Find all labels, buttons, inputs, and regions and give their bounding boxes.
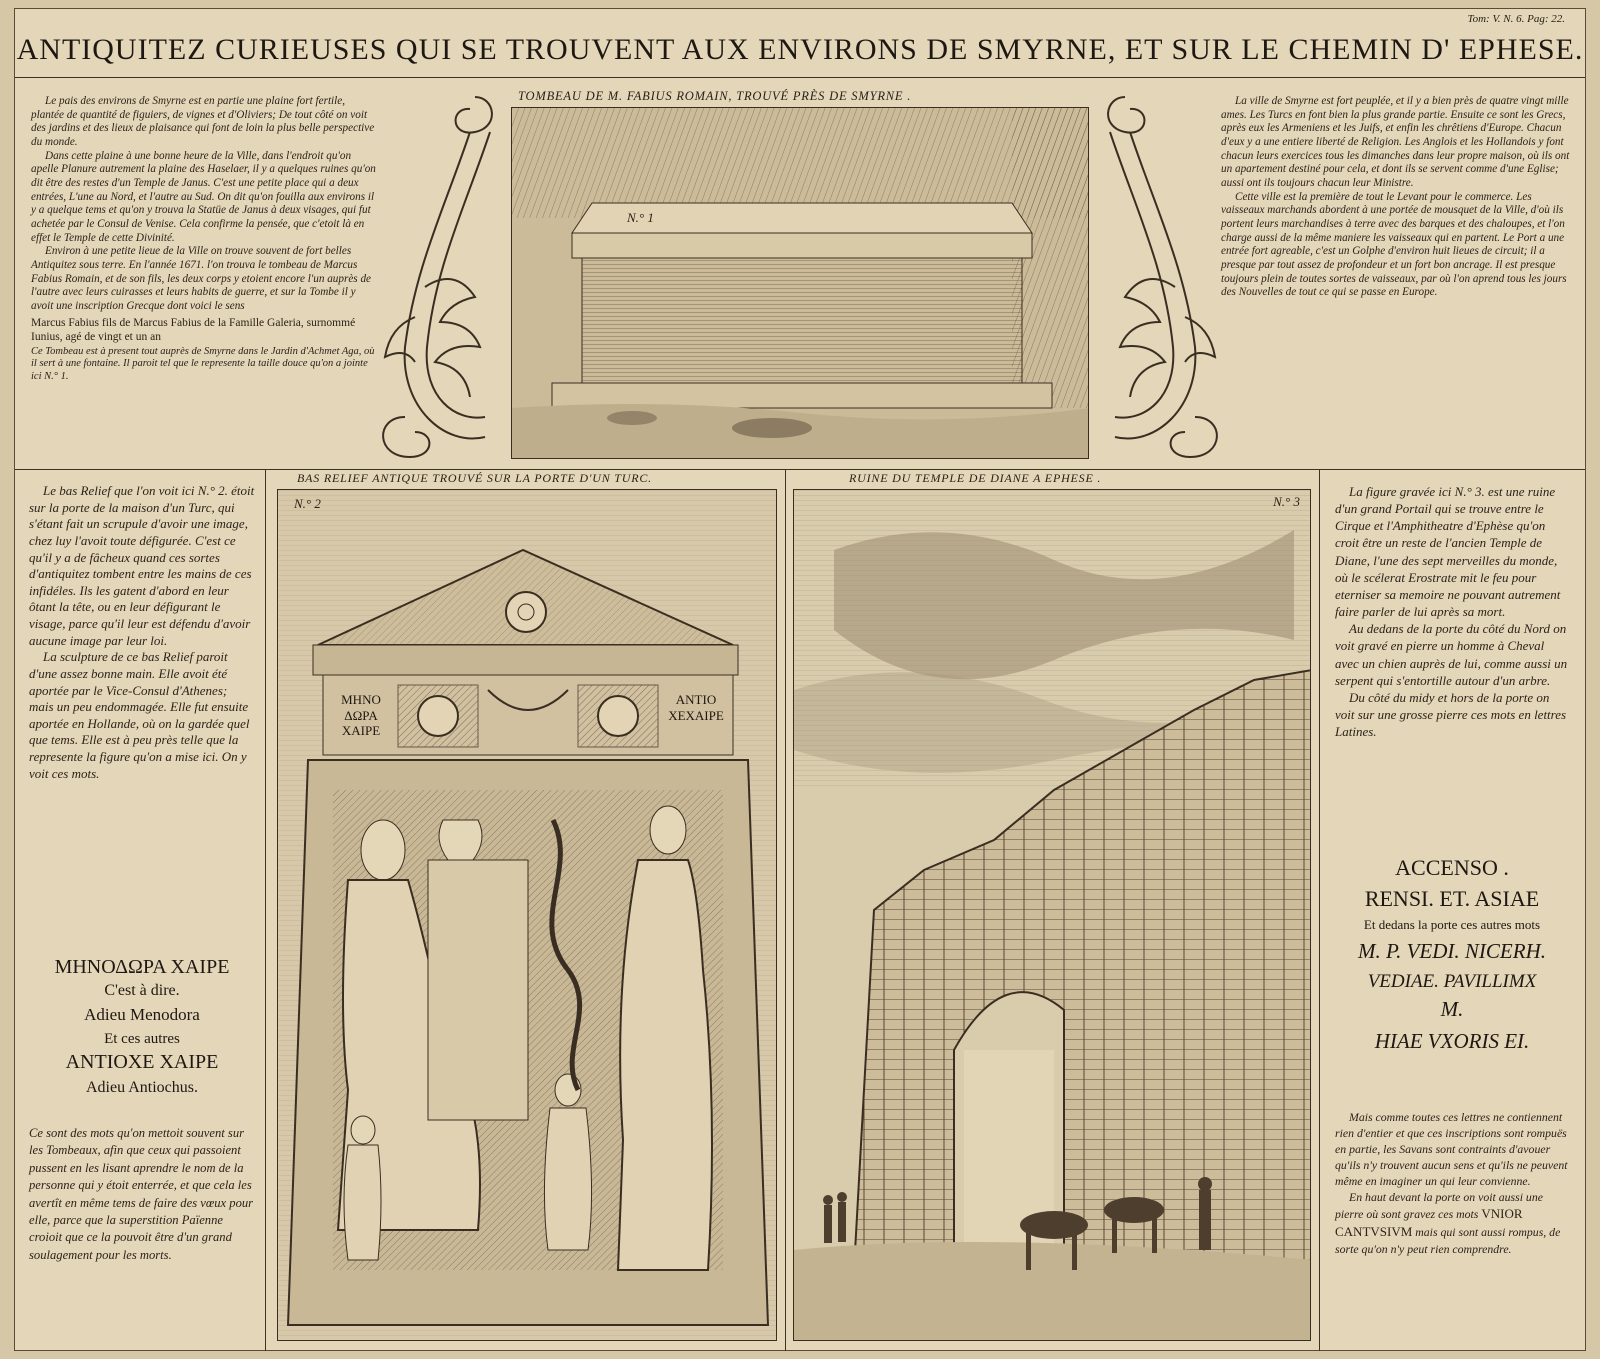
left-greek-block xyxy=(29,955,255,1098)
tomb-illustration xyxy=(512,108,1089,459)
right-column-rule xyxy=(1319,469,1320,1351)
right-column-text xyxy=(1335,483,1571,740)
top-right-text xyxy=(1221,95,1571,300)
figure-1-caption: TOMBEAU DE M. FABIUS ROMAIN, TROUVÉ PRÈS DE SMYRNE . xyxy=(518,89,912,103)
figure-1-tomb xyxy=(511,107,1089,459)
title-rule xyxy=(15,77,1585,78)
latin-line-4: VEDIAE. PAVILLIMX xyxy=(1367,971,1537,993)
page-title: ANTIQUITEZ CURIEUSES QUI SE TROUVENT AUX ENVIRONS DE SMYRNE, ET SUR LE CHEMIN D' EPHESE. xyxy=(16,33,1584,66)
figure-1-number: N.° 1 xyxy=(627,210,654,225)
latin-inscription-block xyxy=(1327,855,1577,1055)
paragraph: Le pais des environs de Smyrne est en partie une plaine fort fertile, plantée de quantité de figuiers, de vignes et d'Oliviers; De tout côté on voit des jardins et des lieux de plaisance qui font de loin la plus belle perspective du monde. xyxy=(31,95,375,148)
middle-rule xyxy=(15,469,1585,470)
paragraph: Dans cette plaine à une bonne heure de la Ville, dans l'endroit qu'on apelle Planure autrement la plaine des Haselaer, il y a quelques ruines qu'on dit être des restes d'un Temple de Janus. C'est une petite place qui a deux entrées, L'une au Nord, et l'autre au Sud. On dit qu'on fouilla aux environs il y a quelque tems et qu'on y trouva la Statüe de Janus à deux visages, qui fut achetée par le Consul de Venise. Cela confirme la pensée, que c'etoit là en effet le Temple de cette Divinité. xyxy=(31,149,376,244)
left-column-rule xyxy=(265,469,266,1351)
figure-3-caption: RUINE DU TEMPLE DE DIANE A EPHESE . xyxy=(849,471,1102,485)
latin-line-3: M. P. VEDI. NICERH. xyxy=(1357,938,1546,963)
vnior-inscription: VNIOR CANTVSIVM xyxy=(1335,1206,1523,1239)
page-reference: Tom: V. N. 6. Pag: 22. xyxy=(1467,13,1565,25)
et-dedans-text: Et dedans la porte ces autres mots xyxy=(1363,916,1541,932)
fabius-inscription: Marcus Fabius fils de Marcus Fabius de la Famille Galeria, surnommé Iunius, agé de vingt et un an xyxy=(31,316,356,343)
paragraph: Cette ville est la première de tout le Levant pour le commerce. Les vaisseaux marchands abordent à une portée de mousquet de la Ville, d'où ils portent leurs marchandises à terre avec des barques et des chaloupes, et l'on charge aussi de la même maniere les vaisseaux qui en partent. Le Port a une entrée fort agreable, c'est un Golphe d'environ huit lieues de circuit; il a presque par tout assez de profondeur et un fort bon ancrage. Il est presque toujours plein de toutes sortes de vaisseaux, par où l'on aprend tous les jours des Nouvelles de tout ce qui se passe en Europe. xyxy=(1221,190,1567,299)
paragraph: Environ à une petite lieue de la Ville on trouve souvent de fort belles Antiquitez sous terre. En l'année 1671. l'on trouva le tombeau de Marcus Fabius Romain, et de son fils, les deux corps y etoient encore l'un auprès de l'autre avec leurs cuirasses et leurs habits de guerre, et sur la Tombe il y avoit une inscription Grecque dont voici le sens xyxy=(31,245,372,312)
paragraph: La figure gravée ici N.° 3. est une ruine d'un grand Portail qui se trouve entre le Cirque et l'Amphitheatre d'Ephèse qu'on croit être un reste de l'ancien Temple de Diane, l'une des sept merveilles du monde, où le scélerat Erostrate mit le feu pour eterniser sa memoire ne pouvant autrement faire parler de lui après sa mort. xyxy=(1335,484,1561,620)
paragraph: La ville de Smyrne est fort peuplée, et il y a bien près de quatre vingt mille ames. Les Turcs en font bien la plus grande partie. Ensuite ce sont les Grecs, après eux les Armeniens et les Juifs, et enfin les chrêtiens d'Europe. Chacun d'eux y a une entiere liberté de Religion. Les Anglois et les Hollandois y font chacun leurs exercices tous les dimanches dans leur propre maison, où ils ont un apartement destiné pour cela, et dont ils se servent comme d'une Eglise; aussi ont ils toujours chacun leur Ministre. xyxy=(1221,95,1570,189)
cest-a-dire: C'est à dire. xyxy=(104,982,180,1000)
paragraph: Le bas Relief que l'on voit ici N.° 2. étoit sur la porte de la maison d'un Turc, qui s'étant fait un scrupule d'avoir une image, chez luy l'avoit toute défigurée. C'est ce qu'il y a de fâcheux quand ces sortes d'antiquitez tombent entre les mains de ces infidéles. Ils les gatent d'abord en leur ôtant la tête, ou en leur défigurant le visage, parce qu'il leur est défendu d'avoir aucune image par leur loi. xyxy=(29,483,255,648)
top-left-text xyxy=(31,95,377,384)
figure-2-bas-relief xyxy=(277,489,777,1341)
right-column-text-bottom xyxy=(1335,1109,1571,1257)
adieu-menodora: Adieu Menodora xyxy=(84,1004,200,1024)
center-column-rule xyxy=(785,469,786,1351)
figure-2-caption: BAS RELIEF ANTIQUE TROUVÉ SUR LA PORTE D'UN TURC. xyxy=(297,471,652,485)
latin-line-2: RENSI. ET. ASIAE xyxy=(1364,885,1540,911)
paragraph xyxy=(1335,1189,1571,1256)
greek-inscription-1: ΜΗΝΟΔΩΡΑ ΧΑΙΡΕ xyxy=(54,956,230,978)
paragraph: Du côté du midy et hors de la porte on voit sur une grosse pierre ces mots en lettres Latines. xyxy=(1335,689,1567,740)
figure-3-temple-ruin xyxy=(793,489,1311,1341)
et-ces-autres: Et ces autres xyxy=(104,1030,180,1047)
engraving-sheet xyxy=(14,8,1586,1351)
paragraph: La sculpture de ce bas Relief paroit d'une assez bonne main. Elle avoit été aportée par le Vice-Consul d'Athenes; mais un peu endommagée. Elle fut ensuite aportée en Hollande, où on la gardée quel que tems. Elle est à peu près telle que la represente la figure qu'on a mise ici. On y voit ces mots. xyxy=(29,649,250,781)
latin-line-6: HIAE VXORIS EI. xyxy=(1374,1028,1530,1053)
latin-line-1: ACCENSO . xyxy=(1395,855,1509,880)
adieu-antiochus: Adieu Antiochus. xyxy=(86,1079,198,1097)
left-column-text xyxy=(29,483,255,782)
temple-ruin-illustration xyxy=(794,490,1311,1341)
paragraph-text: mais qui sont aussi rompus, de sorte qu'on n'y peut rien comprendre. xyxy=(1335,1224,1561,1256)
greek-inscription-2: ΑΝΤΙΟΧΕ ΧΑΙΡΕ xyxy=(65,1050,219,1073)
relief-inscription-left: ΜΗΝΟ ΔΩΡΑ ΧΑΙΡΕ xyxy=(341,692,381,739)
left-acanthus-ornament xyxy=(355,87,505,467)
left-column-text-bottom: Ce sont des mots qu'on mettoit souvent sur les Tombeaux, afin que ceux qui passoient pussent en les lisant aprendre le nom de la personne qui y étoit enterrée, et que cela les avertît en même tems de faire des vœux pour elle, parce que la superstition Païenne croioit que ce la pouvoit être d'un grand soulagement pour les morts. xyxy=(29,1126,254,1262)
figure-3-number: N.° 3 xyxy=(1273,494,1300,509)
paragraph: Au dedans de la porte du côté du Nord on voit gravé en pierre un homme à Cheval avec un chien auprès de lui, comme aussi un serpent qui s'entortille autour d'un arbre. xyxy=(1335,621,1568,688)
relief-inscription-right: ΑΝΤΙΟ ΧΕΧΑΙΡΕ xyxy=(668,692,724,723)
bas-relief-illustration xyxy=(278,490,777,1341)
latin-line-5: M. xyxy=(1440,997,1464,1022)
paragraph-text: En haut devant la porte on voit aussi une pierre où sont gravez ces mots xyxy=(1335,1190,1543,1222)
figure-2-number: N.° 2 xyxy=(294,496,321,511)
paragraph: Mais comme toutes ces lettres ne contiennent rien d'entier et que ces inscriptions sont rompuës en partie, les Savans sont contraints d'avouer qu'ils n'y trouvent aucun sens et qu'ils ne peuvent même en imaginer un qui leur convienne. xyxy=(1335,1110,1568,1189)
fabius-note: Ce Tombeau est à present tout auprès de Smyrne dans le Jardin d'Achmet Aga, où il sert à une fontaine. Il paroit tel que le represente la taille douce qu'on a jointe ici N.° 1. xyxy=(31,345,375,383)
